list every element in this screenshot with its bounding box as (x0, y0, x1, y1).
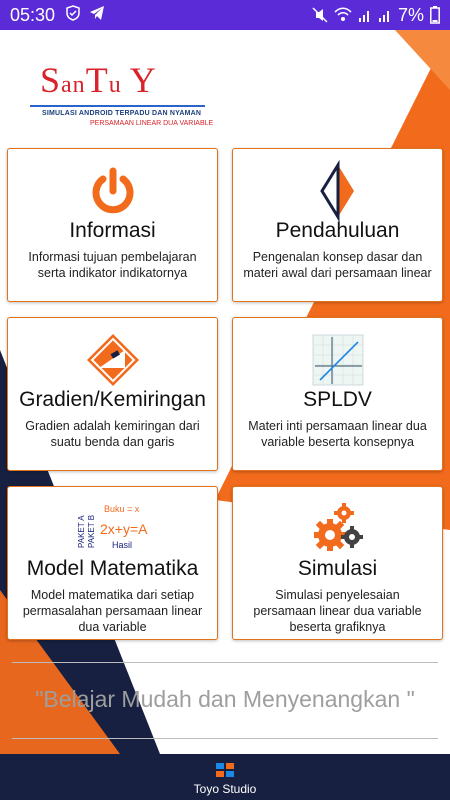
card-description: Pengenalan konsep dasar dan materi awal dari persamaan linear (243, 250, 432, 280)
graph-plot-icon (310, 332, 366, 388)
svg-text:Buku = x: Buku = x (103, 504, 139, 514)
card-description: Gradien adalah kemiringan dari suatu benda dan garis (25, 419, 200, 449)
card-pendahuluan[interactable] (232, 148, 443, 302)
studio-name: Toyo Studio (193, 782, 257, 796)
card-model-matematika[interactable] (7, 486, 218, 640)
math-model-icon (78, 501, 148, 557)
logo-title: SanTu Y (40, 60, 157, 100)
svg-text:Hasil: Hasil (111, 540, 132, 550)
battery-level: 7% (397, 4, 424, 25)
svg-text:PAKET B: PAKET B (86, 514, 96, 548)
telegram-icon (89, 5, 105, 26)
signal-icon (378, 7, 392, 23)
logo-tagline: PERSAMAAN LINEAR DUA VARIABLE (90, 120, 214, 127)
status-bar (0, 0, 450, 30)
card-gradien[interactable] (7, 317, 218, 471)
svg-text:2x+y=A: 2x+y=A (99, 521, 147, 537)
power-icon (85, 163, 141, 219)
slope-sign-icon (85, 332, 141, 388)
battery-icon (430, 6, 440, 24)
tagline: "Belajar Mudah dan Menyenangkan " (35, 686, 415, 712)
status-time: 05:30 (10, 4, 56, 25)
divider-bottom (12, 738, 438, 739)
card-title: Gradien/Kemiringan (19, 388, 206, 411)
gears-icon (310, 501, 366, 557)
mute-icon (312, 7, 328, 23)
card-description: Simulasi penyelesaian persamaan linear dua variable beserta grafiknya (253, 588, 422, 634)
diamond-prism-icon (310, 163, 366, 219)
card-spldv[interactable] (232, 317, 443, 471)
logo-underline (30, 105, 205, 107)
card-title: Informasi (69, 219, 156, 242)
card-title: SPLDV (303, 388, 372, 411)
wifi-icon (334, 7, 352, 23)
card-title: Simulasi (297, 557, 378, 580)
card-title: Pendahuluan (275, 219, 400, 242)
logo-subtitle: SIMULASI ANDROID TERPADU DAN NYAMAN (42, 110, 202, 117)
card-description: Informasi tujuan pembelajaran serta indikator indikatornya (28, 250, 197, 280)
card-description: Materi inti persamaan linear dua variable beserta konsepnya (248, 419, 427, 449)
studio-logo-icon (214, 759, 236, 784)
divider-top (12, 662, 438, 663)
card-title: Model Matematika (26, 557, 199, 580)
app-logo (30, 62, 220, 132)
shield-check-icon (65, 5, 81, 26)
card-simulasi[interactable] (232, 486, 443, 640)
svg-text:PAKET A: PAKET A (76, 515, 86, 548)
card-informasi[interactable] (7, 148, 218, 302)
signal-icon (358, 7, 372, 23)
footer (0, 754, 450, 800)
card-description: Model matematika dari setiap permasalahan persamaan linear dua variable (22, 588, 203, 634)
